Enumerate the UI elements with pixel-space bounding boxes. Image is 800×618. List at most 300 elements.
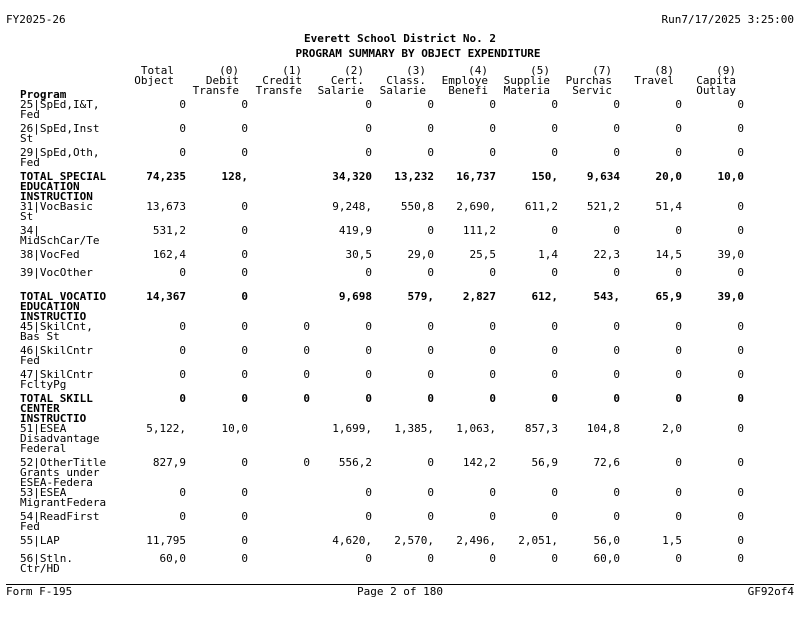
amount-cell: 13,673	[146, 202, 186, 213]
amount-cell: 0	[737, 148, 744, 159]
column-header-l2: Object	[134, 76, 174, 86]
amount-cell: 0	[427, 100, 434, 111]
program-cell	[20, 172, 130, 202]
amount-cell: 0	[489, 268, 496, 279]
amount-cell: 1,4	[538, 250, 558, 261]
amount-cell: 0	[365, 370, 372, 381]
program-label-line: EDUCATION	[20, 300, 80, 313]
program-label-line: INSTRUCTION	[20, 190, 93, 202]
amount-cell: 531,2	[152, 226, 186, 237]
program-label-line: CENTER	[20, 402, 60, 415]
column-header	[680, 66, 736, 96]
amount-cell: 9,248,	[332, 202, 372, 213]
page-number: Page 2 of 180	[356, 585, 444, 598]
program-label-line: 47|SkilCntr	[20, 370, 93, 381]
program-cell	[20, 512, 130, 536]
column-header-l1: Supplie	[503, 76, 550, 86]
amount-cell: 0	[303, 322, 310, 333]
column-header-l1: Class.	[386, 76, 426, 86]
amount-cell: 0	[179, 512, 186, 523]
amount-cell: 29,0	[407, 250, 434, 261]
table-row	[20, 202, 744, 226]
program-cell	[20, 488, 130, 512]
table-row	[20, 424, 744, 458]
amount-cell: 0	[675, 488, 682, 499]
amount-cell: 60,0	[593, 554, 620, 565]
program-label-line: St	[20, 210, 34, 223]
program-label-line: Fed	[20, 108, 40, 121]
amount-cell: 0	[303, 346, 310, 357]
program-label-line: FcltyPg	[20, 378, 67, 391]
program-label-line: 25|SpEd,I&T,	[20, 100, 100, 111]
amount-cell: 0	[489, 370, 496, 381]
amount-cell: 0	[427, 370, 434, 381]
amount-cell: 0	[427, 226, 434, 237]
amount-cell: 10,0	[221, 424, 248, 435]
amount-cell: 0	[241, 512, 248, 523]
amount-cell: 0	[551, 268, 558, 279]
amount-cell: 0	[737, 554, 744, 565]
footer-code: GF92of4	[747, 585, 794, 598]
program-label-line: 45|SkilCnt,	[20, 322, 93, 333]
amount-cell: 16,737	[456, 172, 496, 183]
amount-cell: 51,4	[655, 202, 682, 213]
column-header	[118, 66, 174, 86]
program-label-line: 53|ESEA	[20, 488, 67, 499]
amount-cell: 0	[737, 370, 744, 381]
column-header-l1: Cert.	[330, 76, 364, 86]
program-cell	[20, 226, 130, 250]
program-label-line: TOTAL VOCATIO	[20, 292, 107, 303]
column-header	[618, 66, 674, 86]
amount-cell: 0	[737, 226, 744, 237]
amount-cell	[248, 250, 310, 268]
amount-cell: 74,235	[146, 172, 186, 183]
amount-cell: 0	[737, 512, 744, 523]
amount-cell: 0	[613, 148, 620, 159]
amount-cell: 0	[551, 488, 558, 499]
amount-cell: 0	[365, 148, 372, 159]
amount-cell: 0	[613, 268, 620, 279]
program-label-line: Federal	[20, 442, 67, 455]
amount-cell: 0	[551, 346, 558, 357]
amount-cell: 0	[675, 226, 682, 237]
amount-cell: 0	[551, 124, 558, 135]
program-label-line: 34|	[20, 226, 40, 237]
column-header	[494, 66, 550, 96]
amount-cell: 0	[241, 394, 248, 405]
amount-cell: 0	[241, 124, 248, 135]
amount-cell: 521,2	[586, 202, 620, 213]
program-cell	[20, 370, 130, 394]
amount-cell	[248, 424, 310, 458]
amount-cell: 14,5	[655, 250, 682, 261]
table-row	[20, 226, 744, 250]
program-label-line: MidSchCar/Te	[20, 234, 100, 247]
column-header-l2: Outlay	[696, 86, 736, 96]
amount-cell	[248, 554, 310, 578]
column-header-l1: Travel	[634, 76, 674, 86]
amount-cell: 0	[365, 268, 372, 279]
amount-cell: 0	[241, 268, 248, 279]
table-row	[20, 100, 744, 124]
amount-cell: 0	[241, 226, 248, 237]
amount-cell: 611,2	[524, 202, 558, 213]
amount-cell: 2,051,	[518, 536, 558, 547]
program-label-line: St	[20, 132, 34, 145]
amount-cell: 0	[365, 394, 372, 405]
program-cell	[20, 394, 130, 424]
amount-cell: 1,699,	[332, 424, 372, 435]
amount-cell: 0	[551, 394, 558, 405]
amount-cell: 72,6	[593, 458, 620, 469]
amount-cell: 0	[737, 424, 744, 435]
amount-cell: 0	[241, 100, 248, 111]
amount-cell: 0	[427, 322, 434, 333]
amount-cell: 0	[241, 370, 248, 381]
amount-cell: 0	[179, 488, 186, 499]
column-header-num: (5)	[530, 66, 550, 76]
column-header-l2: Transfe	[192, 86, 239, 96]
table-row	[20, 488, 744, 512]
amount-cell: 0	[365, 512, 372, 523]
program-label-line: 38|VocFed	[20, 250, 80, 261]
amount-cell: 20,0	[655, 172, 682, 183]
amount-cell: 0	[737, 268, 744, 279]
amount-cell: 0	[241, 250, 248, 261]
amount-cell: 0	[737, 202, 744, 213]
amount-cell: 0	[675, 268, 682, 279]
amount-cell	[248, 202, 310, 226]
table-row	[20, 250, 744, 268]
program-label-line: 51|ESEA	[20, 424, 67, 435]
amount-cell: 0	[613, 488, 620, 499]
amount-cell	[248, 148, 310, 172]
table-row	[20, 536, 744, 554]
amount-cell: 0	[241, 554, 248, 565]
amount-cell: 2,0	[662, 424, 682, 435]
amount-cell: 0	[551, 322, 558, 333]
run-timestamp: Run7/17/2025 3:25:00	[661, 13, 794, 26]
amount-cell: 556,2	[338, 458, 372, 469]
table-row	[20, 458, 744, 488]
column-header-num: (3)	[406, 66, 426, 76]
column-header	[308, 66, 364, 96]
amount-cell: 0	[179, 148, 186, 159]
amount-cell: 25,5	[469, 250, 496, 261]
program-label-line: 31|VocBasic	[20, 202, 93, 213]
amount-cell: 0	[675, 394, 682, 405]
amount-cell: 579,	[407, 292, 434, 303]
column-header-l1: Credit	[262, 76, 302, 86]
amount-cell: 0	[551, 554, 558, 565]
amount-cell: 0	[489, 554, 496, 565]
program-label-line: Ctr/HD	[20, 562, 60, 575]
column-header-l1: Employe	[441, 76, 488, 86]
table-row	[20, 268, 744, 292]
amount-cell: 0	[241, 202, 248, 213]
amount-cell: 2,496,	[456, 536, 496, 547]
program-cell	[20, 100, 130, 124]
column-header	[556, 66, 612, 96]
table-row	[20, 346, 744, 370]
column-header-l1: Capita	[696, 76, 736, 86]
amount-cell: 14,367	[146, 292, 186, 303]
amount-cell: 128,	[221, 172, 248, 183]
amount-cell	[248, 292, 310, 322]
amount-cell	[248, 512, 310, 536]
amount-cell: 0	[179, 100, 186, 111]
amount-cell: 0	[737, 346, 744, 357]
program-cell	[20, 346, 130, 370]
program-cell	[20, 202, 130, 226]
column-header-num: (8)	[654, 66, 674, 76]
amount-cell: 419,9	[338, 226, 372, 237]
amount-cell: 0	[241, 148, 248, 159]
form-number: Form F-195	[6, 585, 73, 598]
column-header-num: (7)	[592, 66, 612, 76]
amount-cell: 0	[613, 512, 620, 523]
amount-cell: 0	[489, 488, 496, 499]
amount-cell	[248, 268, 310, 292]
amount-cell: 30,5	[345, 250, 372, 261]
amount-cell: 0	[675, 124, 682, 135]
amount-cell: 0	[241, 346, 248, 357]
fiscal-year: FY2025-26	[6, 13, 66, 26]
total-row	[20, 292, 744, 322]
column-header-l2: Servic	[572, 86, 612, 96]
program-label-line: 55|LAP	[20, 536, 60, 547]
amount-cell: 0	[241, 536, 248, 547]
program-label-line: MigrantFedera	[20, 496, 107, 509]
program-label-line: Fed	[20, 520, 40, 533]
column-header-l2: Salarie	[317, 86, 364, 96]
amount-cell	[248, 226, 310, 250]
district-title: Everett School District No. 2	[303, 32, 497, 45]
amount-cell: 0	[675, 100, 682, 111]
column-header-l1: Total	[140, 66, 174, 76]
program-label-line: Disadvantage	[20, 432, 100, 445]
amount-cell: 0	[179, 268, 186, 279]
amount-cell: 0	[365, 346, 372, 357]
amount-cell: 0	[613, 322, 620, 333]
amount-cell: 0	[489, 124, 496, 135]
program-label-line: 56|Stln.	[20, 554, 73, 565]
amount-cell: 2,827	[462, 292, 496, 303]
amount-cell: 162,4	[152, 250, 186, 261]
program-label-line: 52|OtherTitle	[20, 458, 107, 469]
amount-cell: 2,570,	[394, 536, 434, 547]
amount-cell: 1,063,	[456, 424, 496, 435]
program-label-line: INSTRUCTIO	[20, 310, 87, 322]
amount-cell: 0	[551, 512, 558, 523]
amount-cell	[248, 536, 310, 554]
amount-cell: 0	[365, 488, 372, 499]
amount-cell: 0	[179, 370, 186, 381]
amount-cell: 0	[737, 322, 744, 333]
amount-cell: 0	[737, 488, 744, 499]
program-cell	[20, 458, 130, 488]
amount-cell: 111,2	[462, 226, 496, 237]
amount-cell: 39,0	[717, 292, 744, 303]
amount-cell: 0	[489, 394, 496, 405]
column-header-l1: Debit	[205, 76, 239, 86]
amount-cell: 4,620,	[332, 536, 372, 547]
program-label-line: 46|SkilCntr	[20, 346, 93, 357]
amount-cell: 2,690,	[456, 202, 496, 213]
program-label-line: TOTAL SPECIAL	[20, 172, 107, 183]
amount-cell: 0	[427, 124, 434, 135]
amount-cell: 0	[427, 268, 434, 279]
program-cell	[20, 424, 130, 458]
amount-cell: 0	[675, 346, 682, 357]
column-header-num: (0)	[219, 66, 239, 76]
amount-cell: 9,698	[338, 292, 372, 303]
amount-cell: 0	[241, 322, 248, 333]
amount-cell: 827,9	[152, 458, 186, 469]
amount-cell: 0	[179, 346, 186, 357]
amount-cell: 39,0	[717, 250, 744, 261]
program-label-line: 26|SpEd,Inst	[20, 124, 100, 135]
program-cell	[20, 536, 130, 554]
table-row	[20, 322, 744, 346]
amount-cell: 34,320	[332, 172, 372, 183]
amount-cell: 0	[675, 148, 682, 159]
amount-cell: 0	[489, 512, 496, 523]
amount-cell: 0	[613, 100, 620, 111]
amount-cell: 0	[427, 488, 434, 499]
program-label-line: Fed	[20, 354, 40, 367]
amount-cell: 857,3	[524, 424, 558, 435]
table-row	[20, 148, 744, 172]
program-label-line: TOTAL SKILL	[20, 394, 93, 405]
amount-cell: 0	[365, 124, 372, 135]
column-header-l2: Materia	[503, 86, 550, 96]
amount-cell: 0	[737, 124, 744, 135]
amount-cell: 0	[489, 148, 496, 159]
program-cell	[20, 322, 130, 346]
amount-cell: 150,	[531, 172, 558, 183]
amount-cell: 0	[303, 370, 310, 381]
amount-cell	[248, 488, 310, 512]
amount-cell: 0	[551, 226, 558, 237]
total-row	[20, 394, 744, 424]
program-label-line: ESEA-Federa	[20, 476, 93, 488]
amount-cell: 0	[551, 370, 558, 381]
amount-cell: 9,634	[586, 172, 620, 183]
amount-cell: 10,0	[717, 172, 744, 183]
amount-cell: 0	[489, 322, 496, 333]
amount-cell: 0	[613, 370, 620, 381]
amount-cell: 0	[365, 100, 372, 111]
column-header-num: (2)	[344, 66, 364, 76]
program-cell	[20, 292, 130, 322]
amount-cell: 0	[675, 370, 682, 381]
amount-cell: 1,5	[662, 536, 682, 547]
amount-cell: 0	[737, 458, 744, 469]
program-label-line: Fed	[20, 156, 40, 169]
amount-cell: 60,0	[159, 554, 186, 565]
amount-cell: 612,	[531, 292, 558, 303]
amount-cell: 56,9	[531, 458, 558, 469]
amount-cell: 1,385,	[394, 424, 434, 435]
column-header	[183, 66, 239, 96]
column-header-l1: Purchas	[565, 76, 612, 86]
table-row	[20, 554, 744, 578]
amount-cell: 0	[241, 458, 248, 469]
table-row	[20, 124, 744, 148]
amount-cell: 0	[675, 512, 682, 523]
amount-cell: 550,8	[400, 202, 434, 213]
column-header-l2: Transfe	[255, 86, 302, 96]
amount-cell: 0	[551, 100, 558, 111]
amount-cell	[248, 100, 310, 124]
column-header-num: (9)	[716, 66, 736, 76]
amount-cell	[248, 172, 310, 202]
amount-cell: 0	[737, 100, 744, 111]
column-header	[432, 66, 488, 96]
amount-cell: 11,795	[146, 536, 186, 547]
amount-cell: 0	[427, 148, 434, 159]
program-cell	[20, 268, 130, 292]
amount-cell: 0	[613, 124, 620, 135]
program-label-line: EDUCATION	[20, 180, 80, 193]
amount-cell: 0	[365, 554, 372, 565]
amount-cell: 0	[489, 100, 496, 111]
program-label-line: 54|ReadFirst	[20, 512, 100, 523]
column-header-num: (4)	[468, 66, 488, 76]
amount-cell: 0	[179, 322, 186, 333]
amount-cell: 0	[303, 394, 310, 405]
amount-cell: 0	[179, 124, 186, 135]
table-row	[20, 512, 744, 536]
amount-cell: 543,	[593, 292, 620, 303]
amount-cell: 0	[551, 148, 558, 159]
amount-cell: 0	[427, 458, 434, 469]
amount-cell: 56,0	[593, 536, 620, 547]
report-title: PROGRAM SUMMARY BY OBJECT EXPENDITURE	[295, 47, 541, 60]
column-header-num: (1)	[282, 66, 302, 76]
amount-cell: 0	[427, 554, 434, 565]
amount-cell: 0	[613, 226, 620, 237]
program-cell	[20, 250, 130, 268]
amount-cell: 0	[737, 536, 744, 547]
column-header	[246, 66, 302, 96]
program-cell	[20, 148, 130, 172]
amount-cell	[248, 124, 310, 148]
program-cell	[20, 554, 130, 578]
amount-cell: 0	[675, 322, 682, 333]
amount-cell: 0	[179, 394, 186, 405]
amount-cell: 13,232	[394, 172, 434, 183]
amount-cell: 0	[613, 394, 620, 405]
expenditure-table	[20, 100, 744, 578]
amount-cell: 5,122,	[146, 424, 186, 435]
column-header	[370, 66, 426, 96]
amount-cell: 0	[241, 292, 248, 303]
amount-cell: 0	[427, 512, 434, 523]
program-label-line: Grants under	[20, 466, 100, 479]
program-column-header: Program	[20, 88, 67, 101]
amount-cell: 0	[303, 458, 310, 469]
amount-cell: 22,3	[593, 250, 620, 261]
amount-cell: 0	[737, 394, 744, 405]
table-row	[20, 370, 744, 394]
column-header-l2: Benefi	[448, 86, 488, 96]
program-label-line: Bas St	[20, 330, 60, 343]
program-label-line: INSTRUCTIO	[20, 412, 87, 424]
amount-cell: 0	[427, 346, 434, 357]
